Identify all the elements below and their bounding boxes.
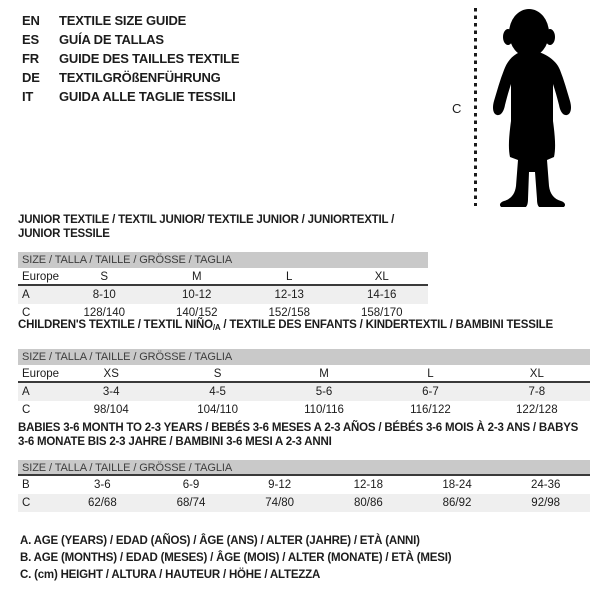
table-cell: 7-8 [528, 385, 546, 398]
table-cell: 104/110 [197, 403, 238, 416]
table-cell: 14-16 [367, 289, 397, 301]
table-cell: 92/98 [531, 497, 561, 509]
table-cell: 152/158 [268, 307, 311, 319]
row-label: C [22, 497, 31, 509]
table-row [18, 268, 428, 286]
footnote-line: C. (cm) HEIGHT / ALTURA / HAUTEUR / HÖHE / ALTEZZA [20, 569, 321, 581]
junior-size-table [18, 252, 428, 322]
table-row [18, 494, 590, 512]
language-title-row [22, 49, 239, 68]
table-cell: 122/128 [516, 403, 558, 416]
language-code: IT [22, 89, 34, 104]
table-title-text: / TEXTILE DES ENFANTS / KINDERTEXTIL / BAMBINI TESSILE [220, 319, 553, 331]
table-cell: 110/116 [304, 403, 344, 416]
table-cell: 6-9 [182, 479, 200, 491]
footnote-line: A. AGE (YEARS) / EDAD (AÑOS) / ÂGE (ANS) / ALTER (JAHRE) / ETÀ (ANNI) [20, 535, 420, 547]
table-cell: 80/86 [353, 497, 383, 509]
size-header-bar: SIZE / TALLA / TAILLE / GRÖSSE / TAGLIA [18, 460, 590, 476]
footnotes [20, 533, 451, 584]
table-title-text: /A [212, 323, 221, 332]
language-guide-title: GUIDE DES TAILLES TEXTILE [59, 51, 240, 66]
row-label: C [22, 307, 31, 319]
table-row [18, 476, 590, 494]
language-title-row [22, 87, 239, 106]
table-cell: 24-36 [530, 479, 561, 491]
language-code: ES [22, 32, 39, 47]
table-cell: 12-18 [353, 479, 384, 491]
size-header-bar: SIZE / TALLA / TAILLE / GRÖSSE / TAGLIA [18, 349, 590, 365]
language-title-row [22, 68, 239, 87]
table-cell: 68/74 [176, 497, 206, 509]
language-guide-title: TEXTILE SIZE GUIDE [59, 13, 187, 28]
footnote-line: B. AGE (MONTHS) / EDAD (MESES) / ÂGE (MOIS) / ALTER (MONATE) / ETÀ (MESI) [20, 552, 452, 564]
table-cell: L [427, 367, 434, 380]
table-row [18, 365, 590, 383]
table-cell: 98/104 [93, 403, 129, 416]
language-guide-title: GUIDA ALLE TAGLIE TESSILI [59, 89, 236, 104]
size-header-bar: SIZE / TALLA / TAILLE / GRÖSSE / TAGLIA [18, 252, 428, 268]
row-label: A [22, 385, 30, 398]
table-title-text: CHILDREN'S TEXTILE / TEXTIL NIÑO [18, 319, 213, 331]
language-title-list [22, 11, 239, 106]
table-title-text: BABIES 3-6 MONTH TO 2-3 YEARS / BEBÉS 3-6 MESES A 2-3 AÑOS / BÉBÉS 3-6 MOIS À 2-3 ANS / BABYS 3-6 MONATE BIS 2-3 JAHRE / BAMBINI 3-6 MESI A 2-3 ANNI [18, 422, 579, 448]
table-cell: 128/140 [83, 307, 126, 319]
table-cell: 86/92 [442, 497, 472, 509]
row-label: C [22, 403, 31, 416]
table-cell: 12-13 [274, 289, 304, 301]
language-title-row [22, 11, 239, 30]
row-label: Europe [22, 271, 60, 283]
table-cell: 4-5 [209, 385, 226, 398]
table-cell: 10-12 [182, 289, 212, 301]
table-cell: 9-12 [268, 479, 292, 491]
language-code: EN [22, 13, 40, 28]
babies-size-table [18, 460, 590, 512]
table-cell: S [213, 367, 222, 380]
table-title-text: JUNIOR TEXTILE / TEXTIL JUNIOR/ TEXTILE JUNIOR / JUNIORTEXTIL / JUNIOR TESSILE [18, 214, 395, 240]
baby-silhouette-icon [483, 6, 580, 207]
table-cell: 74/80 [265, 497, 295, 509]
language-title-row [22, 30, 239, 49]
height-measure-label: C [452, 101, 462, 116]
table-cell: M [191, 271, 202, 283]
table-cell: 5-6 [315, 385, 333, 398]
table-cell: 116/122 [410, 403, 451, 416]
language-guide-title: TEXTILGRÖßENFÜHRUNG [59, 70, 221, 85]
row-label: A [22, 289, 30, 301]
row-label: B [22, 479, 30, 491]
row-label: Europe [22, 367, 60, 380]
height-measure-line [474, 8, 477, 206]
table-cell: S [100, 271, 109, 283]
table-cell: 6-7 [422, 385, 439, 398]
language-guide-title: GUÍA DE TALLAS [59, 32, 164, 47]
table-cell: 62/68 [87, 497, 117, 509]
table-cell: 18-24 [442, 479, 472, 491]
table-row [18, 286, 428, 304]
table-cell: 140/152 [175, 307, 218, 319]
babies-table-block [18, 422, 590, 512]
children-table-title [18, 319, 590, 335]
table-row [18, 401, 590, 419]
children-size-table [18, 349, 590, 419]
babies-table-title [18, 422, 584, 449]
table-row [18, 383, 590, 401]
table-cell: 8-10 [92, 289, 116, 301]
junior-table-title [18, 214, 428, 241]
table-cell: 3-6 [94, 479, 111, 491]
table-cell: XL [529, 367, 544, 380]
table-cell: M [319, 367, 329, 380]
table-cell: 3-4 [102, 385, 120, 398]
language-code: FR [22, 51, 39, 66]
junior-table-block [18, 214, 428, 322]
table-cell: XS [103, 367, 119, 380]
language-code: DE [22, 70, 40, 85]
table-cell: 158/170 [360, 307, 403, 319]
children-table-block [18, 319, 590, 419]
table-cell: L [286, 271, 293, 283]
table-cell: XL [374, 271, 389, 283]
